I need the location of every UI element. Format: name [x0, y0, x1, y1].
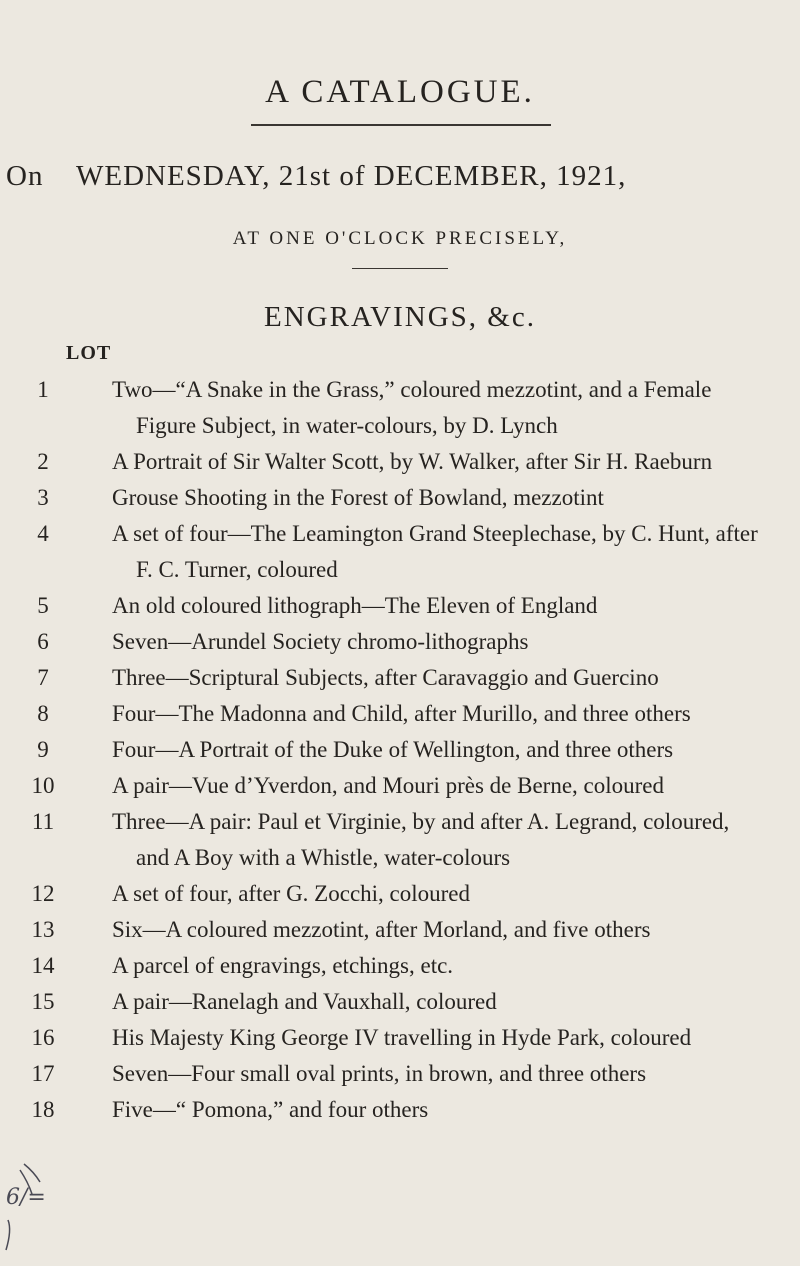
sale-date: WEDNESDAY, 21st of DECEMBER, 1921, — [76, 160, 627, 192]
lot-description-line: Four—The Madonna and Child, after Murillo, and three others — [112, 701, 691, 726]
lot-description-line: His Majesty King George IV travelling in Hyde Park, coloured — [112, 1025, 692, 1050]
lot-number: 1 — [37, 377, 49, 402]
lot-description — [86, 1020, 800, 1056]
catalogue-title: A CATALOGUE. — [265, 74, 535, 110]
svg-text:6/=: 6/= — [6, 1185, 46, 1210]
lot-description — [86, 480, 800, 516]
lot-number: 10 — [31, 773, 55, 798]
lot-item — [0, 1020, 800, 1056]
lot-description — [86, 1092, 800, 1128]
lot-item — [0, 984, 800, 1020]
lot-number: 11 — [31, 809, 55, 834]
lot-description-line: An old coloured lithograph—The Eleven of England — [112, 593, 598, 618]
lot-description — [86, 768, 800, 804]
lot-item — [0, 948, 800, 984]
lot-description-line: Two—“A Snake in the Grass,” coloured mezzotint, and a Female — [112, 377, 712, 402]
lot-description — [86, 624, 800, 660]
lot-item — [0, 876, 800, 912]
title-rule — [251, 124, 551, 126]
lot-column-header: LOT — [66, 342, 112, 364]
lot-number: 7 — [37, 665, 49, 690]
lot-description-line: A Portrait of Sir Walter Scott, by W. Walker, after Sir H. Raeburn — [112, 449, 713, 474]
lot-description — [86, 372, 800, 444]
lot-number: 12 — [31, 881, 55, 906]
lot-description-line: Seven—Arundel Society chromo-lithographs — [112, 629, 529, 654]
lot-number: 6 — [37, 629, 49, 654]
lot-item — [0, 444, 800, 480]
lot-item — [0, 660, 800, 696]
lot-description — [86, 588, 800, 624]
lot-item — [0, 372, 800, 444]
lot-number: 13 — [31, 917, 55, 942]
handwritten-margin-note — [0, 1160, 60, 1260]
lot-description-line: Four—A Portrait of the Duke of Wellington, and three others — [112, 737, 674, 762]
lot-description-line: Three—A pair: Paul et Virginie, by and after A. Legrand, coloured, — [112, 809, 730, 834]
lot-item — [0, 768, 800, 804]
lot-item — [0, 624, 800, 660]
lot-number: 5 — [37, 593, 49, 618]
lot-description-continuation: Figure Subject, in water-colours, by D. Lynch — [136, 413, 558, 438]
lot-number: 9 — [37, 737, 49, 762]
lot-number: 8 — [37, 701, 49, 726]
lot-number: 4 — [37, 521, 49, 546]
lot-item — [0, 588, 800, 624]
lot-number: 14 — [31, 953, 55, 978]
lot-item — [0, 1092, 800, 1128]
lot-description-continuation: and A Boy with a Whistle, water-colours — [136, 845, 511, 870]
time-rule — [352, 268, 448, 269]
lot-description-line: A pair—Vue d’Yverdon, and Mouri près de Berne, coloured — [112, 773, 664, 798]
date-prefix: On — [6, 160, 44, 192]
lot-description — [86, 1056, 800, 1092]
lot-description — [86, 444, 800, 480]
lot-item — [0, 480, 800, 516]
lot-number: 15 — [31, 989, 55, 1014]
section-heading: ENGRAVINGS, &c. — [264, 301, 536, 333]
lot-item — [0, 912, 800, 948]
lot-description-line: Three—Scriptural Subjects, after Caravaggio and Guercino — [112, 665, 659, 690]
sale-time: AT ONE O'CLOCK PRECISELY, — [232, 228, 568, 249]
lot-item — [0, 696, 800, 732]
lot-description — [86, 876, 800, 912]
lot-description-line: Seven—Four small oval prints, in brown, and three others — [112, 1061, 647, 1086]
lot-item — [0, 1056, 800, 1092]
lot-number: 3 — [37, 485, 49, 510]
lot-description — [86, 660, 800, 696]
lot-description-line: A set of four, after G. Zocchi, coloured — [112, 881, 471, 906]
lot-description — [86, 516, 800, 588]
lot-item — [0, 732, 800, 768]
lot-number: 16 — [31, 1025, 55, 1050]
lot-description — [86, 912, 800, 948]
lot-number: 17 — [31, 1061, 55, 1086]
lot-number: 2 — [37, 449, 49, 474]
lot-list — [0, 372, 800, 1128]
lot-description-line: A set of four—The Leamington Grand Steeplechase, by C. Hunt, after — [112, 521, 758, 546]
lot-description-line: Six—A coloured mezzotint, after Morland, and five others — [112, 917, 651, 942]
lot-description-line: Grouse Shooting in the Forest of Bowland, mezzotint — [112, 485, 604, 510]
lot-number: 18 — [31, 1097, 55, 1122]
lot-description — [86, 804, 800, 876]
lot-description — [86, 696, 800, 732]
lot-description-line: A parcel of engravings, etchings, etc. — [112, 953, 454, 978]
lot-description — [86, 984, 800, 1020]
lot-description — [86, 948, 800, 984]
lot-description-continuation: F. C. Turner, coloured — [136, 557, 338, 582]
lot-description-line: Five—“ Pomona,” and four others — [112, 1097, 429, 1122]
lot-description-line: A pair—Ranelagh and Vauxhall, coloured — [112, 989, 497, 1014]
lot-item — [0, 516, 800, 588]
lot-description — [86, 732, 800, 768]
lot-item — [0, 804, 800, 876]
